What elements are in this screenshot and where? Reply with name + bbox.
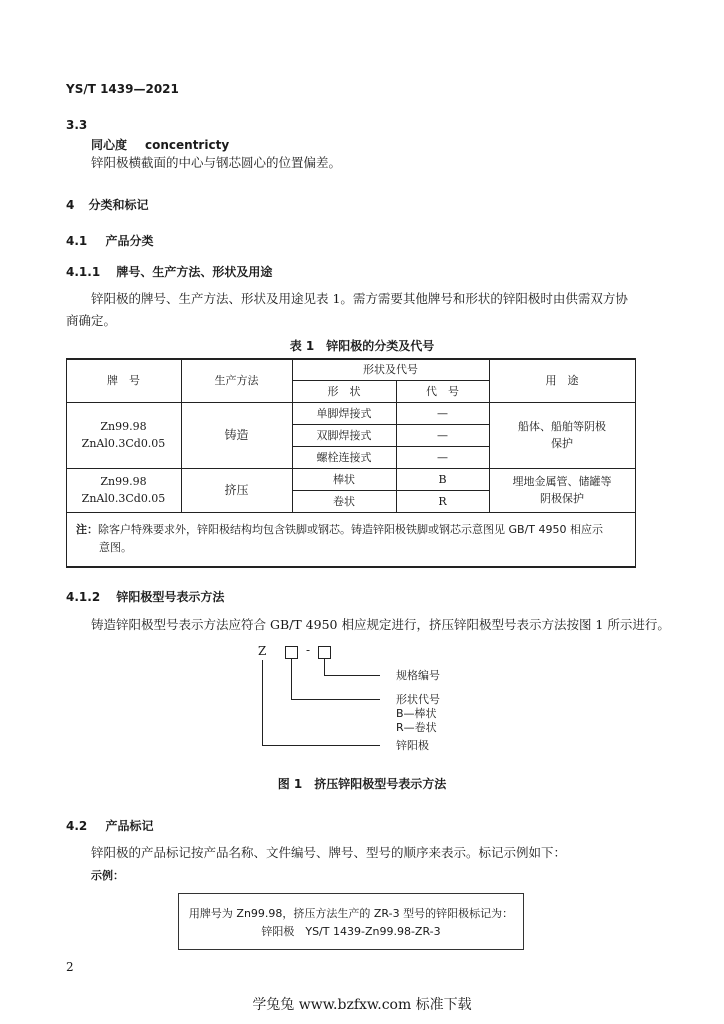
paragraph-line: 商确定。 [66,313,117,328]
table-cell-shape: 双脚焊接式 [316,428,372,442]
label-b-rod: B—棒状 [396,707,437,720]
example-line: 用牌号为 Zn99.98，挤压方法生产的 ZR-3 型号的锌阳极标记为： [188,907,514,920]
note-text: 除客户特殊要求外，锌阳极结构均包含铁脚或钢芯。铸造锌阳极铁脚或钢芯示意图见 GB/T 4950 相应示 [98,523,603,536]
table-cell-code: — [437,450,448,464]
section-number: 4.1.2 [66,590,101,604]
figure-caption: 图 1 挤压锌阳极型号表示方法 [277,777,447,791]
section-number: 3.3 [66,118,88,132]
table-cell-shape: 卷状 [333,494,355,508]
subsection-heading [66,817,153,834]
note-label: 注： [76,523,98,536]
usage-text: 阴极保护 [540,492,584,505]
table-cell-code: B [438,472,447,486]
header-grade: 牌 号 [107,373,140,387]
table-cell-shape: 螺栓连接式 [316,450,372,464]
header-code: 代 号 [426,384,459,398]
section-title: 分类和标记 [88,198,149,212]
section-title: 产品标记 [105,819,154,833]
section-heading [66,196,149,213]
group1-method: 铸造 [224,427,249,442]
label-r-coil: R—卷状 [396,721,437,734]
term-definition: 锌阳极横截面的中心与钢芯圆心的位置偏差。 [91,155,342,170]
section-title: 牌号、生产方法、形状及用途 [116,265,273,279]
group2-usage [489,468,635,512]
section-number: 4.1.1 [66,265,101,279]
prefix-letter: Z [258,644,267,658]
shape-code-box [285,646,298,659]
grade-value: ZnAl0.3Cd0.05 [81,437,166,450]
section-title: 产品分类 [105,234,154,248]
subsection-heading [66,232,153,249]
term-english: concentricty [145,138,230,152]
paragraph-line: 锌阳极的产品标记按产品名称、文件编号、牌号、型号的顺序来表示。标记示例如下： [91,845,567,860]
table-caption: 表 1 锌阳极的分类及代号 [289,339,435,353]
subsubsection-heading [66,588,224,605]
usage-text: 船体、船舶等阴极 [518,420,606,433]
header-method: 生产方法 [214,373,259,387]
grade-value: Zn99.98 [100,420,147,433]
example-marking: 锌阳极 YS/T 1439-Zn99.98-ZR-3 [261,925,441,938]
section-number: 4.2 [66,819,88,833]
page-number: 2 [66,960,74,974]
usage-text: 埋地金属管、储罐等 [512,475,612,488]
note-text: 意图。 [99,541,132,554]
group2-method: 挤压 [224,482,249,497]
dash-symbol: - [306,643,311,657]
header-usage: 用 途 [545,373,579,387]
example-box [178,893,524,950]
term-chinese: 同心度 [91,138,128,152]
section-title: 锌阳极型号表示方法 [116,590,225,604]
site-watermark: 学兔兔 www.bzfxw.com 标准下载 [252,997,472,1013]
table-cell-code: — [437,428,448,442]
standard-number: YS/T 1439—2021 [66,82,179,96]
term-entry [91,136,229,153]
table-cell-shape: 棒状 [333,472,355,486]
group2-grade [66,468,181,512]
table-cell-code: R [438,494,447,508]
section-number: 4.1 [66,234,88,248]
header-shape-and-code: 形状及代号 [363,362,418,376]
group1-grade [66,402,181,468]
subsubsection-heading [66,263,272,280]
table-cell-shape: 单脚焊接式 [316,406,372,420]
label-shape-code: 形状代号 [396,693,440,706]
paragraph-line: 锌阳极的牌号、生产方法、形状及用途见表 1。需方需要其他牌号和形状的锌阳极时由供需双方协 [91,291,628,306]
table-note [76,521,603,539]
label-spec-number: 规格编号 [396,669,440,682]
header-shape: 形 状 [327,384,361,398]
section-number: 4 [66,198,75,212]
grade-value: ZnAl0.3Cd0.05 [81,492,166,505]
spec-number-box [318,646,331,659]
usage-text: 保护 [551,437,573,450]
group1-usage [489,402,635,468]
label-zinc-anode: 锌阳极 [396,739,429,752]
paragraph-line: 铸造锌阳极型号表示方法应符合 GB/T 4950 相应规定进行，挤压锌阳极型号表示方法按图 1 所示进行。 [91,617,670,632]
example-label: 示例： [91,869,124,882]
grade-value: Zn99.98 [100,475,147,488]
table-cell-code: — [437,406,448,420]
